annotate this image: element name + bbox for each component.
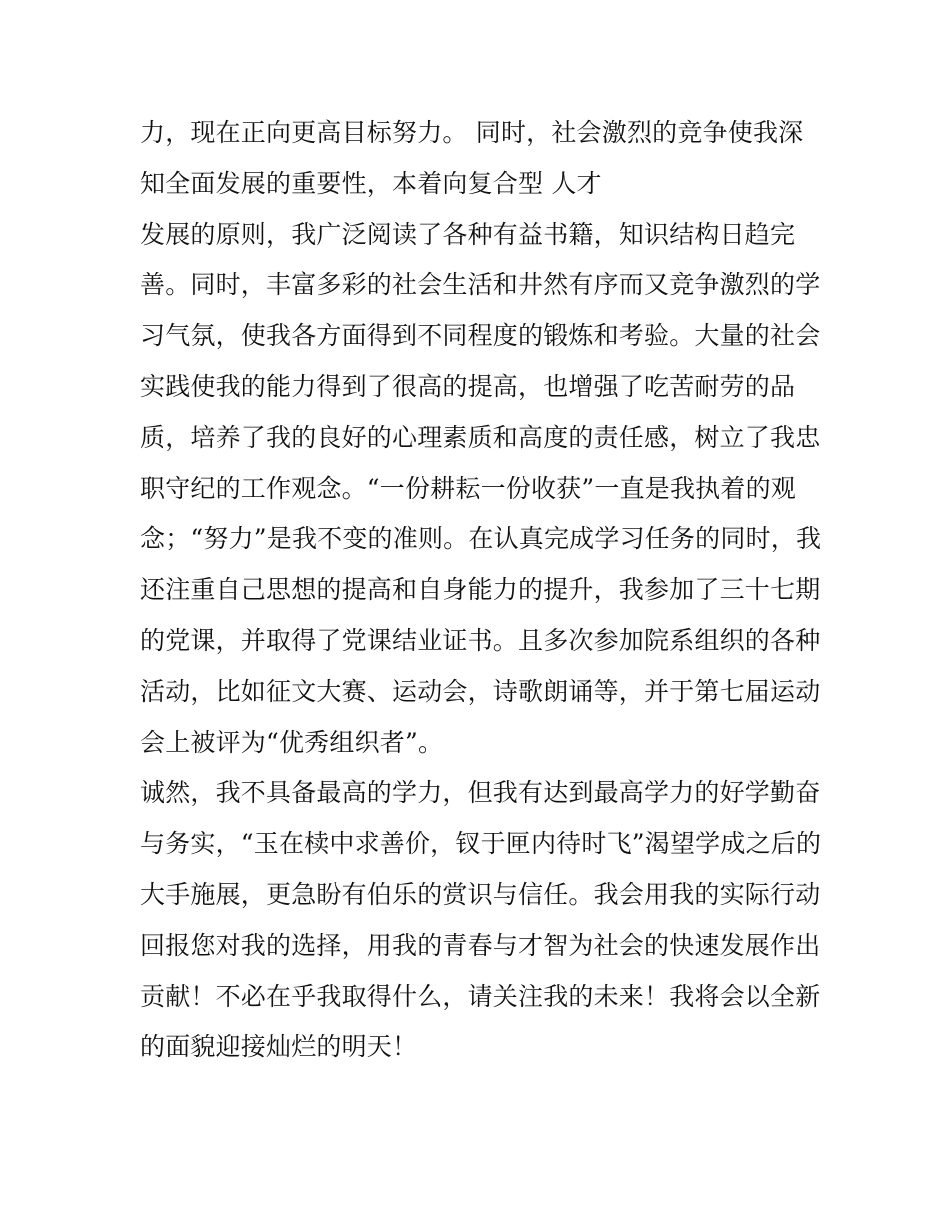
text-line: 诚然，我不具备最高的学力，但我有达到最高学力的好学勤奋 bbox=[140, 778, 821, 808]
body-text bbox=[140, 108, 820, 1073]
text-line: 与务实，“玉在椟中求善价，钗于匣内待时飞”渴望学成之后的 bbox=[140, 829, 822, 859]
text-line: 活动，比如征文大赛、运动会，诗歌朗诵等，并于第七届运动 bbox=[140, 676, 821, 706]
text-line: 的党课，并取得了党课结业证书。且多次参加院系组织的各种 bbox=[140, 625, 821, 655]
text-line: 实践使我的能力得到了很高的提高，也增强了吃苦耐劳的品 bbox=[140, 371, 796, 401]
text-line: 习气氛，使我各方面得到不同程度的锻炼和考验。大量的社会 bbox=[140, 321, 821, 351]
text-line: 知全面发展的重要性，本着向复合型 人才 bbox=[140, 168, 602, 198]
text-line: 职守纪的工作观念。“一份耕耘一份收获”一直是我执着的观 bbox=[140, 473, 796, 503]
text-line: 质，培养了我的良好的心理素质和高度的责任感，树立了我忠 bbox=[140, 422, 821, 452]
text-line: 发展的原则，我广泛阅读了各种有益书籍，知识结构日趋完 bbox=[140, 219, 796, 249]
text-line: 力，现在正向更高目标努力。 同时，社会激烈的竞争使我深 bbox=[140, 118, 804, 147]
text-line: 大手施展，更急盼有伯乐的赏识与信任。我会用我的实际行动 bbox=[140, 879, 821, 909]
text-line: 善。同时，丰富多彩的社会生活和井然有序而又竞争激烈的学 bbox=[140, 270, 821, 300]
text-line: 还注重自己思想的提高和自身能力的提升，我参加了三十七期 bbox=[140, 575, 821, 605]
text-line: 会上被评为“优秀组织者”。 bbox=[140, 727, 444, 757]
text-line: 的面貌迎接灿烂的明天！ bbox=[140, 1032, 418, 1062]
text-line: 贡献！不必在乎我取得什么，请关注我的未来！我将会以全新 bbox=[140, 981, 821, 1011]
text-line: 念；“努力”是我不变的准则。在认真完成学习任务的同时，我 bbox=[140, 524, 822, 554]
text-line: 回报您对我的选择，用我的青春与才智为社会的快速发展作出 bbox=[140, 930, 821, 960]
